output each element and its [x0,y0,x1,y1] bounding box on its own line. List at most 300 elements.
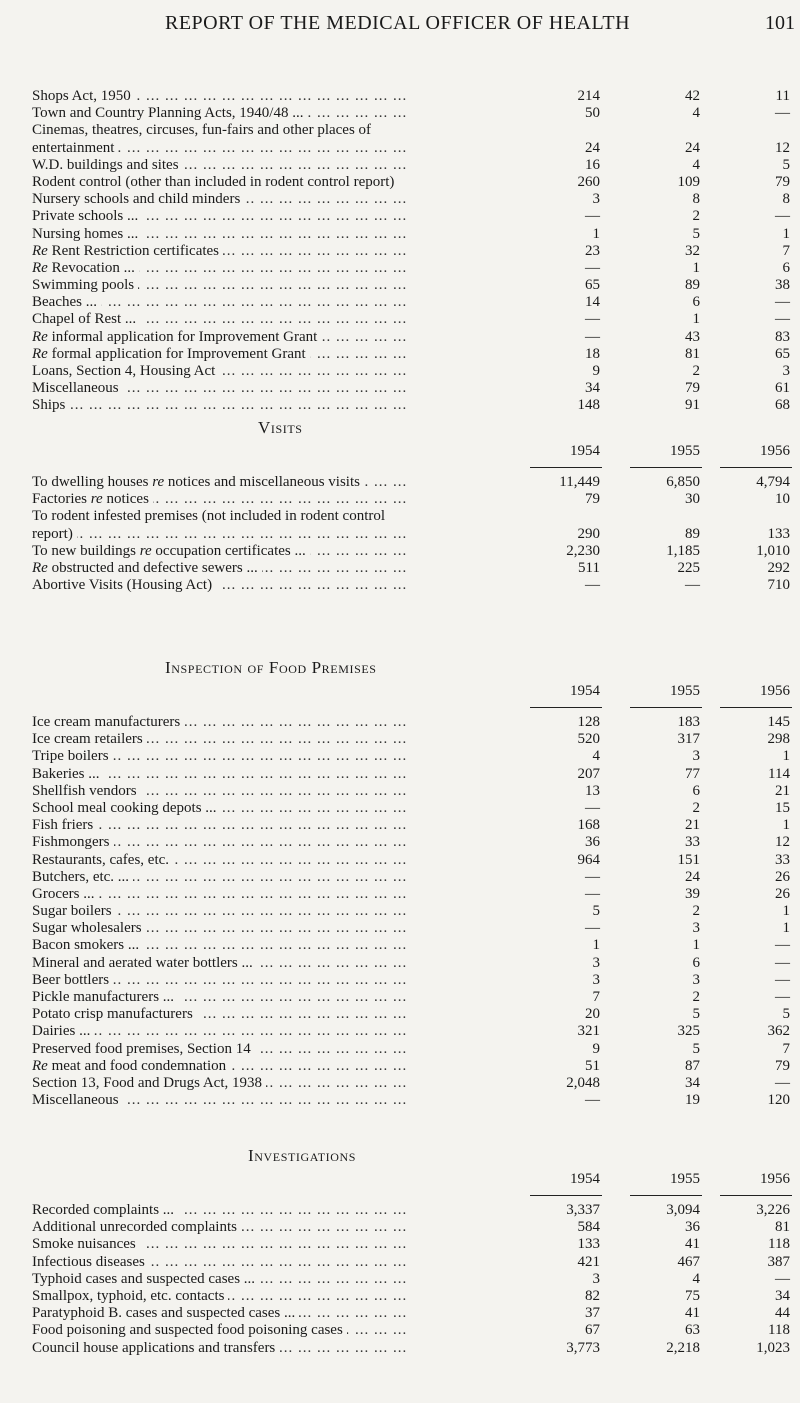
row-value-3: 1 [782,225,790,242]
row-value-2: 1 [692,311,700,328]
row-value-3: 1 [782,903,790,920]
table-row [0,560,800,577]
table-row [0,766,800,783]
table-row [0,294,800,311]
row-value-1: 7 [592,989,600,1005]
row-label: Re Rent Restriction certificates [32,243,223,259]
row-value-1: 2,048 [566,1074,600,1091]
row-value-3: 1,023 [756,1339,790,1356]
visits-year-header [0,440,800,462]
row-value-1: — [585,799,600,816]
row-label: Butchers, etc. ... [32,869,133,885]
table-row [0,748,800,765]
row-label: Tripe boilers [32,748,113,764]
row-value-2: 21 [685,817,700,834]
row-label: Shops Act, 1950 [32,88,135,104]
row-value-2: 3,094 [666,1202,700,1218]
row-value-2: 2 [692,208,700,225]
table-row [0,577,800,594]
table-row [0,1288,800,1305]
table-row [0,937,800,954]
food-year-header [0,680,800,702]
row-value-3: 114 [768,765,790,782]
row-value-1: 34 [585,380,600,397]
year-col-1: 1954 [570,683,600,699]
row-value-2: 3 [692,971,700,988]
row-value-1: 520 [577,731,600,748]
row-value-3: 120 [767,1092,790,1109]
table-row [0,714,800,731]
table-row [0,174,800,191]
row-value-1: 79 [585,491,600,508]
row-value-2: 89 [685,525,700,542]
table-row [0,1254,800,1271]
row-value-1: 24 [585,139,600,156]
row-value-3: 12 [775,834,790,851]
year-col-3: 1956 [760,1171,790,1187]
row-value-3: — [775,1074,790,1091]
row-value-1: — [585,311,600,328]
page-header [165,12,795,42]
row-value-1: 67 [585,1322,600,1339]
table-row [0,1322,800,1339]
row-value-2: 33 [685,834,700,851]
investigations-heading [0,1146,800,1168]
row-value-2: 1,185 [666,542,700,559]
row-value-3: 1,010 [756,542,790,559]
row-value-1: 2,230 [566,542,600,559]
row-label: Preserved food premises, Section 14 [32,1041,255,1057]
row-value-3: — [775,971,790,988]
row-value-3: 387 [767,1253,790,1270]
row-value-2: 6 [692,954,700,971]
table-row [0,1023,800,1040]
row-value-1: 82 [585,1287,600,1304]
row-label: Smallpox, typhoid, etc. contacts [32,1288,228,1304]
row-value-2: 41 [685,1236,700,1253]
row-value-3: — [775,294,790,311]
table-row [0,1271,800,1288]
row-value-3: 3 [782,363,790,379]
page-number: 101 [765,12,795,34]
row-value-1: 14 [585,294,600,311]
row-label: Potato crisp manufacturers [32,1006,197,1022]
year-col-2: 1955 [670,443,700,459]
table-row [0,260,800,277]
row-label: Abortive Visits (Housing Act) [32,577,216,593]
row-value-1: — [585,868,600,885]
row-value-3: 79 [775,173,790,190]
row-label: Rodent control (other than included in rodent control report) [32,174,398,190]
row-value-3: 3,226 [756,1202,790,1218]
row-label: Swimming pools [32,277,138,293]
row-value-1: 1 [592,937,600,954]
table-row [0,226,800,243]
row-value-1: — [585,328,600,345]
row-value-2: 41 [685,1305,700,1322]
row-value-2: 2 [692,903,700,920]
row-value-3: 44 [775,1305,790,1322]
row-value-1: 20 [585,1006,600,1023]
visits-section [0,418,800,594]
row-value-1: 36 [585,834,600,851]
row-value-1: 3 [592,1270,600,1287]
row-value-2: 151 [677,851,700,868]
row-label: Private schools ... [32,208,142,224]
row-value-1: 584 [577,1219,600,1236]
row-value-2: 2 [692,799,700,816]
table-row [0,140,800,157]
row-value-1: 148 [577,397,600,414]
row-value-1: 23 [585,242,600,259]
table-row [0,1340,800,1357]
row-label: Beaches ... [32,294,101,310]
row-value-3: 10 [775,491,790,508]
section-heading: Investigations [248,1146,357,1165]
food-heading [0,658,800,680]
row-value-2: 4 [692,105,700,122]
table-row [0,1236,800,1253]
row-value-2: 8 [692,191,700,208]
table-row [0,1305,800,1322]
row-value-2: 467 [677,1253,700,1270]
row-label: Re informal application for Improvement Grant [32,329,321,345]
table-row [0,1219,800,1236]
row-value-3: — [775,989,790,1005]
row-value-3: 7 [782,1040,790,1057]
row-value-1: 207 [577,765,600,782]
row-value-2: 6 [692,782,700,799]
row-value-2: 43 [685,328,700,345]
year-col-1: 1954 [570,1171,600,1187]
row-value-1: 9 [592,363,600,379]
row-label: Shellfish vendors [32,783,141,799]
running-title: REPORT OF THE MEDICAL OFFICER OF HEALTH [165,12,631,34]
row-value-1: 321 [577,1023,600,1040]
row-label: Miscellaneous [32,380,123,396]
row-value-3: 26 [775,868,790,885]
row-value-1: 18 [585,345,600,362]
table-row [0,1041,800,1058]
row-label: Additional unrecorded complaints [32,1219,241,1235]
row-label: Re meat and food condemnation [32,1058,230,1074]
table-row [0,1058,800,1075]
table-row [0,920,800,937]
row-value-2: 2 [692,363,700,379]
investigations-section [0,1146,800,1357]
year-col-3: 1956 [760,683,790,699]
row-value-3: 133 [767,525,790,542]
row-value-2: 34 [685,1074,700,1091]
row-value-1: 1 [592,225,600,242]
row-label: Town and Country Planning Acts, 1940/48 ... [32,105,307,121]
row-value-2: 79 [685,380,700,397]
table-row [0,731,800,748]
table-row [0,852,800,869]
row-value-3: 34 [775,1287,790,1304]
row-label: Beer bottlers [32,972,113,988]
table-row [0,397,800,414]
year-col-3: 1956 [760,443,790,459]
row-value-3: 38 [775,277,790,294]
row-label: Recorded complaints ... [32,1202,178,1218]
row-label: Food poisoning and suspected food poisoning cases [32,1322,347,1338]
investigations-rows [0,1202,800,1357]
food-section [0,658,800,1109]
row-value-3: 4,794 [756,474,790,490]
row-value-3: 292 [767,559,790,576]
table-row [0,508,800,525]
table-row [0,88,800,105]
row-value-2: 75 [685,1287,700,1304]
row-label: Typhoid cases and suspected cases ... [32,1271,259,1287]
row-value-2: 4 [692,156,700,173]
row-value-3: 5 [782,156,790,173]
row-label: Bakeries ... [32,766,103,782]
row-value-2: 3 [692,748,700,765]
row-value-1: 168 [577,817,600,834]
row-value-1: — [585,1092,600,1109]
visits-rows [0,474,800,594]
row-value-3: — [775,937,790,954]
row-value-1: — [585,885,600,902]
year-rule [0,462,800,474]
row-value-3: 298 [767,731,790,748]
row-value-1: — [585,259,600,276]
row-value-1: 511 [578,559,600,576]
table-row [0,105,800,122]
table-row [0,157,800,174]
row-value-3: 12 [775,139,790,156]
row-label: Re Revocation ... [32,260,139,276]
row-label: Ships [32,397,69,413]
row-label: Miscellaneous [32,1092,123,1108]
row-value-3: 118 [768,1236,790,1253]
row-label: entertainment [32,140,118,156]
row-value-1: 37 [585,1305,600,1322]
row-value-3: 362 [767,1023,790,1040]
row-value-2: 1 [692,937,700,954]
row-value-1: 128 [577,714,600,730]
row-value-1: — [585,920,600,937]
row-value-3: 11 [775,88,790,104]
row-label: Mineral and aerated water bottlers ... [32,955,257,971]
row-value-1: 9 [592,1040,600,1057]
row-value-1: 3 [592,971,600,988]
table-row [0,989,800,1006]
row-label: Bacon smokers ... [32,937,143,953]
row-value-1: 3 [592,954,600,971]
row-value-1: 421 [577,1253,600,1270]
row-value-2: 42 [685,88,700,104]
row-label: Pickle manufacturers ... [32,989,178,1005]
row-value-3: — [775,208,790,225]
row-value-2: 91 [685,397,700,414]
row-label: Re formal application for Improvement Grant [32,346,310,362]
table-row [0,834,800,851]
row-value-1: 50 [585,105,600,122]
investigations-year-header [0,1168,800,1190]
row-value-2: 225 [677,559,700,576]
row-value-2: 24 [685,139,700,156]
row-value-3: — [775,105,790,122]
row-value-1: 11,449 [559,474,600,490]
row-value-3: 79 [775,1057,790,1074]
row-value-1: 65 [585,277,600,294]
table-row [0,191,800,208]
row-value-2: 109 [677,173,700,190]
row-value-2: 81 [685,345,700,362]
table-row [0,1006,800,1023]
row-value-1: 3,337 [566,1202,600,1218]
table-row [0,869,800,886]
table-row [0,783,800,800]
row-label: Ice cream retailers [32,731,147,747]
row-value-2: 325 [677,1023,700,1040]
row-label: Paratyphoid B. cases and suspected cases ... [32,1305,299,1321]
row-value-2: — [685,577,700,594]
table-row [0,817,800,834]
table-row [0,1075,800,1092]
row-label: Council house applications and transfers [32,1340,279,1356]
row-value-3: 21 [775,782,790,799]
table-row [0,972,800,989]
table-row [0,543,800,560]
row-value-2: 30 [685,491,700,508]
row-value-2: 2,218 [666,1339,700,1356]
table-row [0,122,800,139]
row-value-1: 133 [577,1236,600,1253]
row-value-2: 5 [692,225,700,242]
row-value-3: 15 [775,799,790,816]
row-value-1: 4 [592,748,600,765]
table-row [0,363,800,380]
row-label: Nursing homes ... [32,226,142,242]
row-label: Fishmongers [32,834,114,850]
table-row [0,1202,800,1219]
row-value-2: 89 [685,277,700,294]
row-value-3: 145 [767,714,790,730]
row-label: Cinemas, theatres, circuses, fun-fairs and other places of [32,122,375,138]
row-value-2: 5 [692,1006,700,1023]
row-value-1: 214 [577,88,600,104]
top-table [0,88,800,415]
row-value-2: 87 [685,1057,700,1074]
row-value-2: 24 [685,868,700,885]
row-value-3: 1 [782,748,790,765]
table-row [0,243,800,260]
section-heading: Visits [258,418,303,437]
year-col-2: 1955 [670,1171,700,1187]
row-value-3: 1 [782,817,790,834]
row-value-2: 2 [692,989,700,1005]
table-row [0,491,800,508]
row-value-3: 33 [775,851,790,868]
row-label: Dairies ... [32,1023,94,1039]
row-value-3: — [775,311,790,328]
row-value-2: 3 [692,920,700,937]
row-value-3: 61 [775,380,790,397]
row-value-3: 26 [775,885,790,902]
row-value-2: 36 [685,1219,700,1236]
table-row [0,277,800,294]
row-value-3: — [775,1270,790,1287]
row-label: Sugar boilers [32,903,116,919]
table-row [0,346,800,363]
row-value-3: — [775,954,790,971]
row-value-2: 63 [685,1322,700,1339]
row-value-3: 118 [768,1322,790,1339]
row-value-1: 5 [592,903,600,920]
row-label: Re obstructed and defective sewers ... [32,560,262,576]
table-row [0,1092,800,1109]
row-label: To rodent infested premises (not included in rodent control [32,508,389,524]
row-label: Smoke nuisances [32,1236,140,1252]
row-value-2: 6 [692,294,700,311]
row-label: W.D. buildings and sites [32,157,183,173]
row-label: report) [32,526,77,542]
table-row [0,955,800,972]
row-value-2: 183 [677,714,700,730]
row-value-2: 5 [692,1040,700,1057]
row-label: Nursery schools and child minders [32,191,244,207]
row-value-3: 1 [782,920,790,937]
year-rule [0,1190,800,1202]
table-row [0,329,800,346]
row-label: Section 13, Food and Drugs Act, 1938 [32,1075,266,1091]
row-value-1: 13 [585,782,600,799]
row-value-3: 5 [782,1006,790,1023]
table-row [0,311,800,328]
row-label: Loans, Section 4, Housing Act [32,363,219,379]
row-label: Sugar wholesalers [32,920,146,936]
row-label: To dwelling houses re notices and miscellaneous visits [32,474,364,490]
row-value-1: 3 [592,191,600,208]
section-heading: Inspection of Food Premises [165,658,377,677]
row-value-1: — [585,208,600,225]
row-value-3: 81 [775,1219,790,1236]
row-label: Fish friers [32,817,97,833]
row-value-1: 51 [585,1057,600,1074]
row-value-1: 16 [585,156,600,173]
row-value-3: 8 [782,191,790,208]
table-row [0,474,800,491]
row-value-3: 6 [782,259,790,276]
year-col-2: 1955 [670,683,700,699]
row-value-3: 83 [775,328,790,345]
row-value-3: 68 [775,397,790,414]
row-label: Infectious diseases [32,1254,149,1270]
table-row [0,886,800,903]
table-row [0,208,800,225]
row-label: Restaurants, cafes, etc. [32,852,173,868]
row-value-2: 32 [685,242,700,259]
table-row [0,800,800,817]
row-value-2: 39 [685,885,700,902]
visits-heading [0,418,800,440]
table-row [0,380,800,397]
row-value-1: — [585,577,600,594]
row-value-3: 710 [767,577,790,594]
row-label: Chapel of Rest ... [32,311,140,327]
row-value-2: 6,850 [666,474,700,490]
row-value-1: 290 [577,525,600,542]
row-value-1: 260 [577,173,600,190]
row-value-3: 7 [782,242,790,259]
row-label: To new buildings re occupation certificates ... [32,543,310,559]
year-col-1: 1954 [570,443,600,459]
row-label: Factories re notices [32,491,153,507]
